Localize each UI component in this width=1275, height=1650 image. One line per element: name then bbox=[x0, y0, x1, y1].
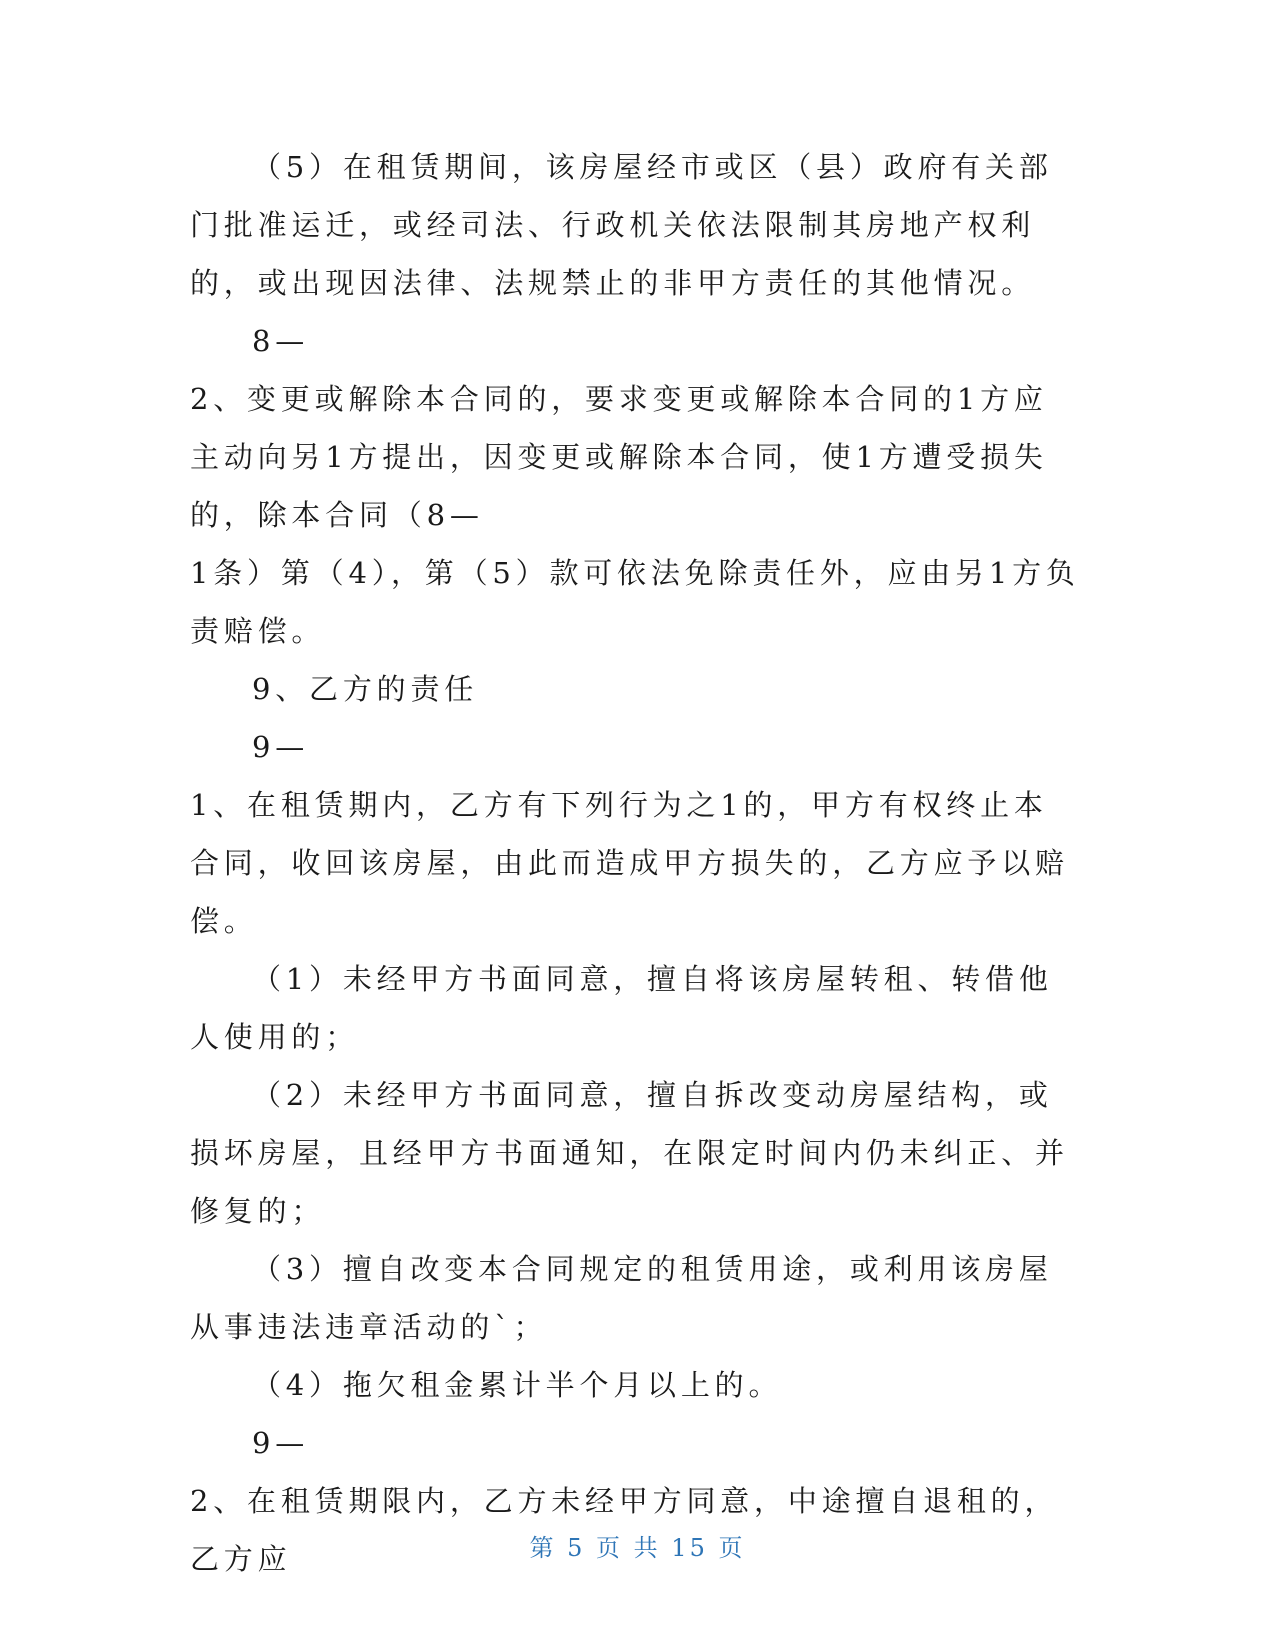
paragraph-clause-5: （5）在租赁期间，该房屋经市或区（县）政府有关部门批准运迁，或经司法、行政机关依法限制其房地产权利的，或出现因法律、法规禁止的非甲方责任的其他情况。 bbox=[190, 150, 1053, 300]
paragraph-clause-8-2: 2、变更或解除本合同的，要求变更或解除本合同的1方应主动向另1方提出，因变更或解除本合同，使1方遭受损失的，除本合同（8— bbox=[190, 382, 1048, 532]
paragraph-item-2: （2）未经甲方书面同意，擅自拆改变动房屋结构，或损坏房屋，且经甲方书面通知，在限定时间内仍未纠正、并修复的； bbox=[190, 1078, 1069, 1228]
paragraph-clause-9-2: 2、在租赁期限内，乙方未经甲方同意，中途擅自退租的，乙方应 bbox=[190, 1484, 1059, 1576]
paragraph-item-3: （3）擅自改变本合同规定的租赁用途，或利用该房屋从事违法违章活动的`； bbox=[190, 1252, 1053, 1344]
paragraph-section-9-marker: 9— bbox=[252, 730, 310, 764]
document-body bbox=[190, 138, 1080, 1588]
section-heading-9: 9、乙方的责任 bbox=[252, 672, 479, 706]
paragraph-item-4: （4）拖欠租金累计半个月以上的。 bbox=[252, 1368, 783, 1402]
paragraph-section-9-marker-2: 9— bbox=[252, 1426, 310, 1460]
paragraph-section-8-marker: 8— bbox=[252, 324, 310, 358]
page-number-footer: 第 5 页 共 15 页 bbox=[529, 1534, 746, 1562]
paragraph-item-1: （1）未经甲方书面同意，擅自将该房屋转租、转借他人使用的； bbox=[190, 962, 1053, 1054]
paragraph-clause-9-1: 1、在租赁期内，乙方有下列行为之1的，甲方有权终止本合同，收回该房屋，由此而造成甲方损失的，乙方应予以赔偿。 bbox=[190, 788, 1069, 938]
paragraph-clause-8-2-continued: 1条）第（4），第（5）款可依法免除责任外，应由另1方负责赔偿。 bbox=[190, 556, 1080, 648]
